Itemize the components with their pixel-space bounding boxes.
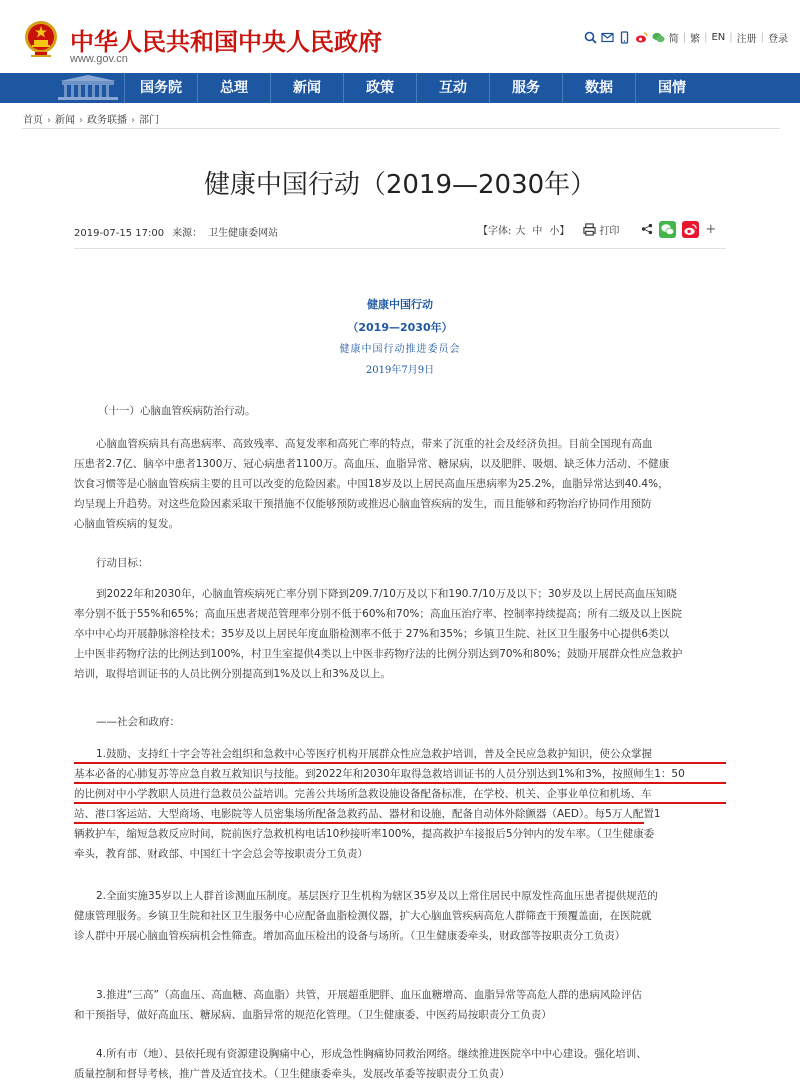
email-icon[interactable]: [601, 31, 614, 44]
english-link[interactable]: EN: [711, 31, 726, 43]
nav-item-news[interactable]: 新闻: [270, 73, 343, 103]
source-name: 卫生健康委网站: [208, 228, 279, 239]
breadcrumb-home[interactable]: 首页: [23, 115, 43, 126]
site-name[interactable]: 中华人民共和国中央人民政府: [70, 28, 382, 56]
highlight-underline: [74, 782, 726, 784]
login-link[interactable]: 登录: [768, 33, 788, 45]
paragraph: 2.全面实施35岁以上人群首诊测血压制度。基层医疗卫生机构为辖区35岁及以上常住居民中原发性高血压患者提供规范的 健康管理服务。乡镇卫生院和社区卫生服务中心应配备血脂检测仪器，扩大心脑血管疾病高危人群筛查干预覆盖面，在医院就 诊人群中开展心脑血管疾病机会性筛查。增加高血压检出的设备与场所。（卫生健康委牵头，财政部等按职责分工负责）: [74, 890, 658, 942]
nav-item-services[interactable]: 服务: [489, 73, 562, 103]
highlight-underline: [74, 762, 726, 764]
site-url[interactable]: www.gov.cn: [70, 53, 128, 65]
weibo-icon[interactable]: [635, 31, 648, 44]
top-links: [584, 30, 788, 44]
page-title: 健康中国行动（2019—2030年）: [203, 170, 597, 200]
highlight-underline: [74, 822, 644, 824]
source-label: 来源：: [172, 228, 203, 239]
highlight-underline: [74, 802, 726, 804]
paragraph: 4.所有市（地）、县依托现有资源建设胸痛中心，形成急性胸痛协同救治网络。继续推进医院卒中中心建设。强化培训、 质量控制和督导考核，推广普及适宜技术。（卫生健康委牵头，发展改革委等按职责分工负责）: [74, 1048, 647, 1080]
nav-item-state-council[interactable]: 国务院: [124, 73, 197, 103]
separator: |: [760, 31, 764, 43]
separator: |: [704, 31, 708, 43]
share-icon[interactable]: [641, 223, 653, 235]
font-size-label: 【字体:: [478, 225, 512, 237]
breadcrumb: [23, 111, 159, 126]
breadcrumb-arrow: ›: [131, 115, 135, 126]
document-date: 2019年7月9日: [365, 365, 435, 376]
publish-date: 2019-07-15 17:00: [74, 228, 165, 239]
register-link[interactable]: 注册: [736, 33, 757, 45]
breadcrumb-gov-affairs[interactable]: 政务联播: [87, 115, 127, 126]
paragraph: 到2022年和2030年，心脑血管疾病死亡率分别下降到209.7/10万及以下和190.7/10万及以下；30岁及以上居民高血压知晓 率分别不低于55%和65%；高血压患者规范管理率分别不低于60%和70%；高血压治疗率、控制率持续提高；所有二级及以上医院 卒中中心均开展静脉溶栓技术；35岁及以上居民年度血脂检测率不低于 27%和35%；乡镇卫生院、社区卫生服务中心提供6类以 上中医非药物疗法的比例达到100%，村卫生室提供4类以上中医非药物疗法的比例分别达到70%和80%；鼓励开展群众性应急救护 培训，取得培训证书的人员比例分别提高到1%及以上和3%及以上。: [74, 588, 683, 680]
separator: |: [729, 31, 733, 43]
paragraph: 行动目标：: [96, 557, 149, 569]
font-size-close: 】: [559, 225, 570, 237]
nav-item-premier[interactable]: 总理: [197, 73, 270, 103]
separator: |: [682, 31, 687, 43]
paragraph: 心脑血管疾病具有高患病率、高致残率、高复发率和高死亡率的特点，带来了沉重的社会及经济负担。目前全国现有高血 压患者2.7亿、脑卒中患者1300万、冠心病患者1100万。高血压、血脂异常、糖尿病，以及肥胖、吸烟、缺乏体力活动、不健康 饮食习惯等是心脑血管疾病主要的且可以改变的危险因素。中国18岁及以上居民高血压患病率为25.2%，血脂异常达到40.4%， 均呈现上升趋势。对这些危险因素采取干预措施不仅能够预防或推迟心脑血管疾病的发生，而且能够和药物治疗协同作用预防 心脑血管疾病的复发。: [74, 438, 670, 530]
nav-item-interaction[interactable]: 互动: [416, 73, 489, 103]
font-size-large[interactable]: 大: [515, 225, 526, 237]
document-years: （2019—2030年）: [347, 321, 453, 334]
divider: [74, 248, 726, 249]
breadcrumb-departments[interactable]: 部门: [139, 115, 159, 126]
document-issuer: 健康中国行动推进委员会: [339, 344, 461, 355]
article-meta: [74, 224, 286, 239]
site-header: [0, 0, 800, 72]
paragraph: 3.推进“三高”（高血压、高血糖、高血脂）共管，开展超重肥胖、血压血糖增高、血脂异常等高危人群的患病风险评估 和干预指导，做好高血压、糖尿病、血脂异常的规范化管理。（卫生健康委、中医药局按职责分工负责）: [74, 989, 642, 1021]
more-share-button[interactable]: +: [705, 221, 717, 237]
print-icon[interactable]: [583, 223, 596, 236]
section-heading: ——社会和政府：: [96, 716, 180, 728]
article-tools: [478, 220, 716, 238]
highlighted-paragraph: 1.鼓励、支持红十字会等社会组织和急救中心等医疗机构开展群众性应急救护培训，普及全民应急救护知识，使公众掌握 基本必备的心肺复苏等应急自救互救知识与技能。到2022年和2030年取得急救培训证书的人员分别达到1%和3%，按照师生1：50 的比例对中小学教职人员进行急救员公益培训。完善公共场所急救设施设备配备标准，在学校、机关、企事业单位和机场、车 站、港口客运站、大型商场、电影院等人员密集场所配备急救药品、器材和设施，配备自动体外除颤器（AED）。每5万人配置1 辆救护车，缩短急救反应时间，院前医疗急救机构电话10秒接听率100%，提高救护车接报后5分钟内的发车率。（卫生健康委 牵头，教育部、财政部、中国红十字会总会等按职责分工负责）: [74, 748, 685, 860]
weibo-share-icon[interactable]: [682, 221, 699, 238]
nav-item-national-profile[interactable]: 国情: [635, 73, 708, 103]
main-nav: [0, 73, 800, 103]
section-heading: （十一）心脑血管疾病防治行动。: [98, 405, 256, 417]
divider: [22, 128, 780, 129]
nav-item-data[interactable]: 数据: [562, 73, 635, 103]
traditional-link[interactable]: 繁: [690, 33, 701, 45]
breadcrumb-arrow: ›: [79, 115, 83, 126]
breadcrumb-news[interactable]: 新闻: [55, 115, 75, 126]
national-emblem-icon[interactable]: [23, 19, 59, 59]
nav-items: [124, 73, 708, 103]
font-size-medium[interactable]: 中: [532, 225, 543, 237]
wechat-share-icon[interactable]: [659, 221, 676, 238]
great-hall-icon: [52, 73, 124, 103]
simplified-link[interactable]: 简: [668, 33, 679, 45]
font-size-small[interactable]: 小: [549, 225, 560, 237]
print-button[interactable]: 打印: [599, 225, 620, 237]
wechat-icon[interactable]: [652, 31, 665, 44]
breadcrumb-arrow: ›: [47, 115, 51, 126]
document-title: 健康中国行动: [367, 298, 433, 311]
search-icon[interactable]: [584, 31, 597, 44]
nav-item-policies[interactable]: 政策: [343, 73, 416, 103]
mobile-icon[interactable]: [618, 31, 631, 44]
